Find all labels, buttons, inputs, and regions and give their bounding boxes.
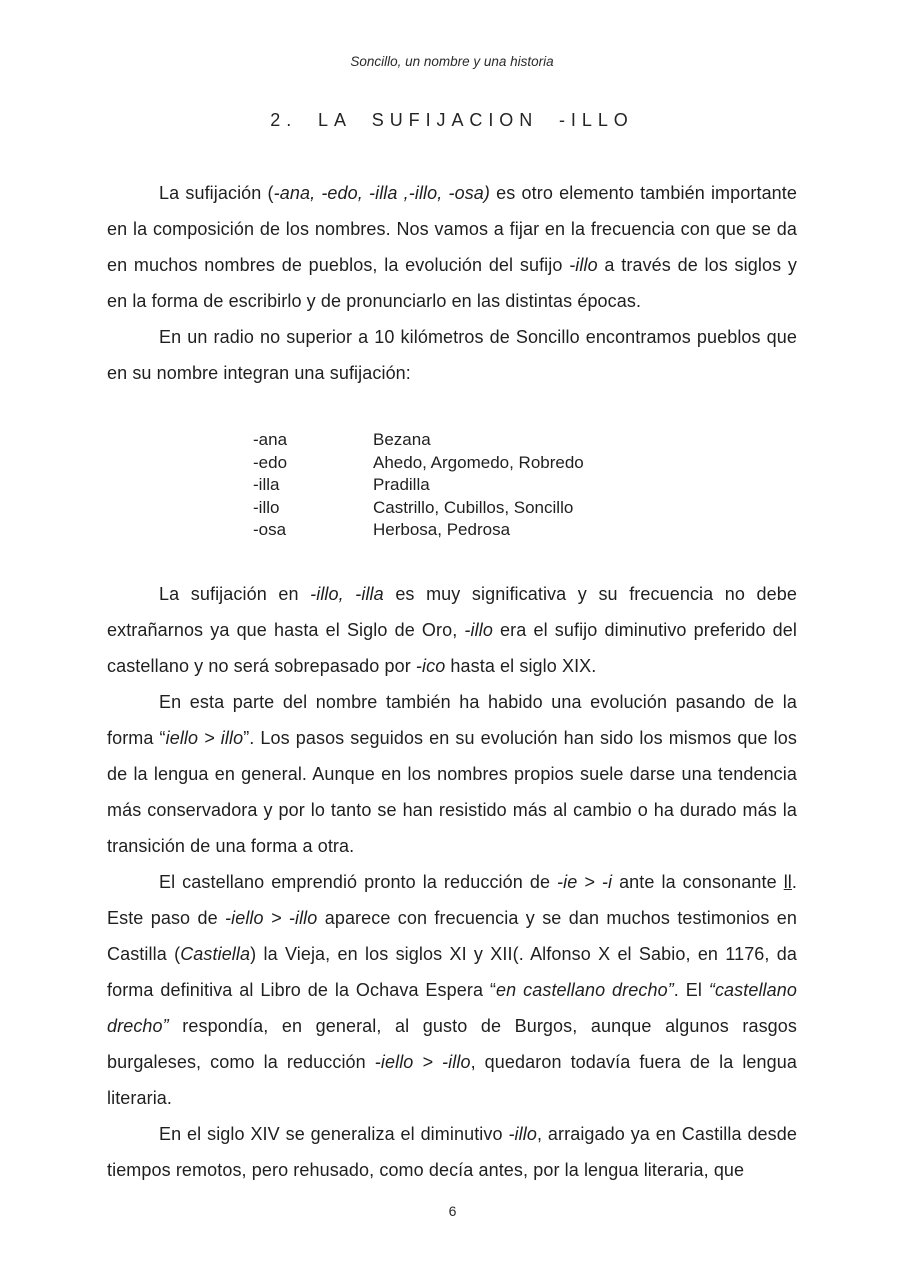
table-row (253, 452, 797, 475)
suffix-cell: -edo (253, 452, 288, 472)
suffix-cell: -illa (253, 475, 280, 494)
page-number: 6 (448, 1203, 457, 1219)
paragraph-siglo-xiv: En el siglo XIV se generaliza el diminutivo -illo, arraigado ya en Castilla desde tiempos remotos, pero rehusado, como decía antes, por la lengua literaria, que (107, 1123, 797, 1180)
running-header: Soncillo, un nombre y una historia (350, 54, 554, 69)
names-cell: Bezana (373, 430, 431, 449)
suffix-cell: -ana (253, 430, 288, 449)
table-row (253, 429, 797, 452)
suffix-cell: -illo (253, 497, 280, 517)
section-title: 2. LA SUFIJACION -ILLO (270, 110, 634, 130)
paragraph-sufijacion-illo-illa: La sufijación en -illo, -illa es muy significativa y su frecuencia no debe extrañarnos ya que hasta el Siglo de Oro, -illo era el sufijo diminutivo preferido del castellano y no será sobrepasado por -ico hasta el siglo XIX. (107, 583, 797, 676)
paragraph-castellano-reduccion: El castellano emprendió pronto la reducción de -ie > -i ante la consonante ll. Este paso de -iello > -illo aparece con frecuencia y se dan muchos testimonios en Castilla (Castiella) la Vieja, en los siglos XI y XII(. Alfonso X el Sabio, en 1176, da forma definitiva al Libro de la Ochava Espera “en castellano drecho”. El “castellano drecho” respondía, en general, al gusto de Burgos, aunque algunos rasgos burgaleses, como la reducción -iello > -illo, quedaron todavía fuera de la lengua literaria. (107, 871, 798, 1108)
names-cell: Castrillo, Cubillos, Soncillo (373, 497, 574, 517)
table-row (253, 497, 797, 520)
paragraph-evolucion-iello-illo: En esta parte del nombre también ha habido una evolución pasando de la forma “iello > illo”. Los pasos seguidos en su evolución han sido los mismos que los de la lengua en general. Aunque en los nombres propios suele darse una tendencia más conservadora y por lo tanto se han resistido más al cambio o ha durado más la transición de una forma a otra. (107, 691, 797, 856)
names-cell: Pradilla (373, 475, 430, 494)
names-cell: Herbosa, Pedrosa (373, 520, 511, 539)
names-cell: Ahedo, Argomedo, Robredo (373, 452, 584, 472)
suffix-table (253, 429, 797, 542)
suffix-cell: -osa (253, 520, 287, 539)
table-row (253, 474, 797, 497)
paragraph-sufijacion-intro: La sufijación (-ana, -edo, -illa ,-illo, -osa) es otro elemento también importante en la composición de los nombres. Nos vamos a fijar en la frecuencia con que se da en muchos nombres de pueblos, la evolución del sufijo -illo a través de los siglos y en la forma de escribirlo y de pronunciarlo en las distintas épocas. (107, 183, 797, 311)
body-text (107, 175, 797, 1188)
paragraph-radio-10km: En un radio no superior a 10 kilómetros de Soncillo encontramos pueblos que en su nombre integran una sufijación: (107, 327, 797, 383)
table-row (253, 519, 797, 542)
